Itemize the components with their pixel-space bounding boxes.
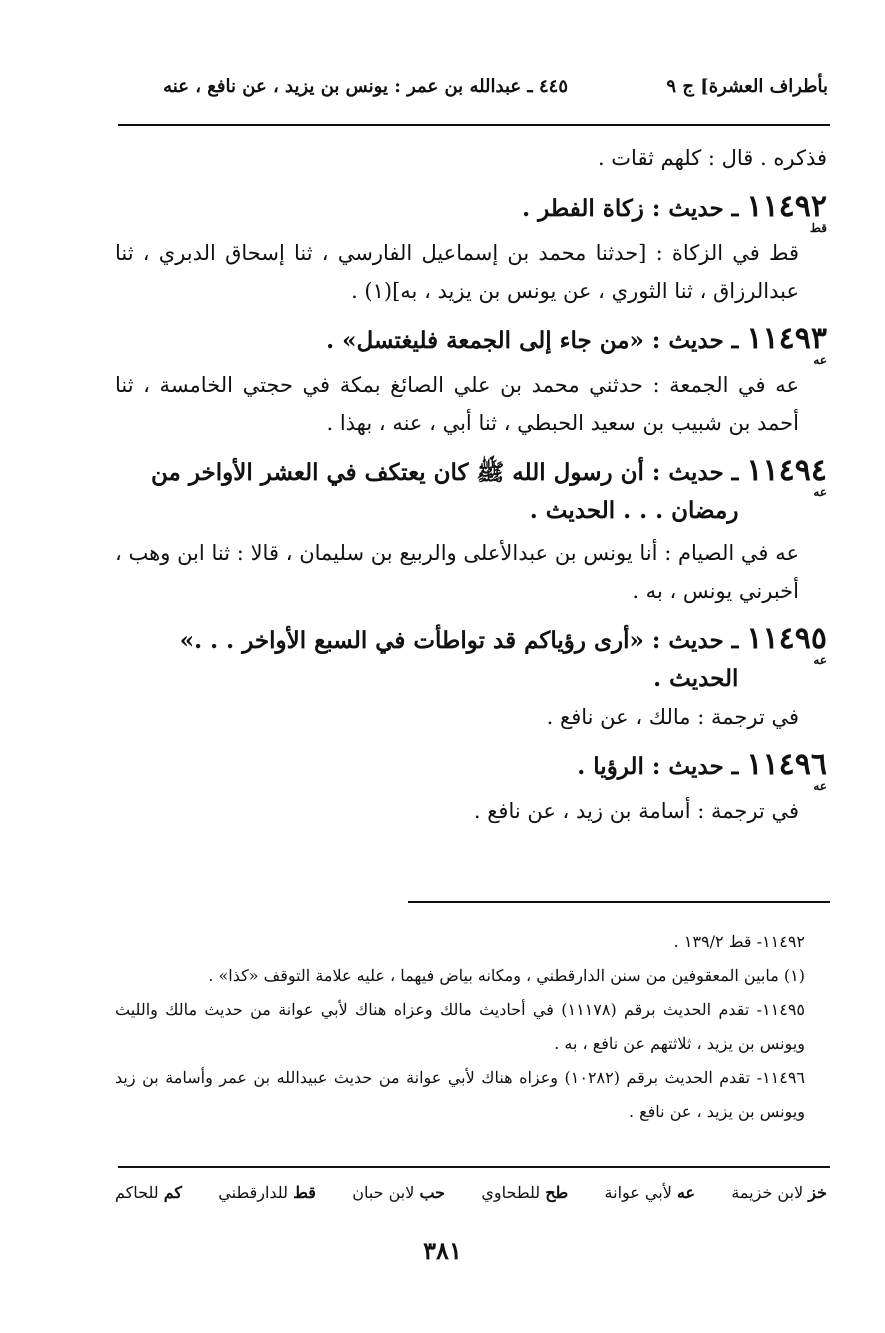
- abbreviations-rule: [118, 1166, 830, 1168]
- footnote: ١١٤٩٥- تقدم الحديث برقم (١١١٧٨) في أحاديث مالك وعزاه هناك لأبي عوانة من حديث مالك والليث ويونس بن يزيد ، ثلاثتهم عن نافع ، به .: [115, 1000, 805, 1053]
- entry-siglum: عه: [813, 653, 827, 667]
- running-head-chapter: ٤٤٥ ـ عبدالله بن عمر : يونس بن يزيد ، عن نافع ، عنه: [163, 76, 568, 97]
- entry-siglum: عه: [813, 353, 827, 367]
- hadith-entry: [115, 622, 827, 736]
- entry-body: عه في الجمعة : حدثني محمد بن علي الصائغ بمكة في حجتي الخامسة ، ثنا أحمد بن شبيب بن سعيد الحبطي ، ثنا أبي ، عنه ، بهذا .: [115, 373, 799, 435]
- entry-heading: [115, 454, 827, 530]
- page-number: ٣٨١: [423, 1236, 462, 1265]
- abbreviation-item: قط للدارقطني: [218, 1183, 316, 1202]
- header-rule: [118, 124, 830, 126]
- entry-number: ١١٤٩٣: [746, 321, 827, 356]
- entry-title: ـ حديث : الرؤيا .: [577, 753, 739, 780]
- entry-body: قط في الزكاة : [حدثنا محمد بن إسماعيل الفارسي ، ثنا إسحاق الدبري ، ثنا عبدالرزاق ، ثنا الثوري ، عن يونس بن يزيد ، به](١) .: [115, 241, 799, 303]
- hadith-entry: [115, 190, 827, 310]
- hadith-entry: [115, 322, 827, 442]
- running-head: [118, 76, 828, 110]
- entry-number: ١١٤٩٥: [746, 621, 827, 656]
- entry-heading: [115, 190, 827, 234]
- entry-title: ـ حديث : «أرى رؤياكم قد تواطأت في السبع الأواخر . . .» الحديث .: [179, 627, 739, 692]
- entry-title: ـ حديث : «من جاء إلى الجمعة فليغتسل» .: [326, 327, 739, 354]
- footnote-rule: [408, 901, 830, 903]
- entry-number: ١١٤٩٦: [746, 747, 827, 782]
- running-head-volume: بأطراف العشرة] ج ٩: [666, 76, 828, 97]
- abbreviation-item: حب لابن حبان: [352, 1183, 446, 1202]
- hadith-entry: [115, 454, 827, 610]
- entry-siglum: عه: [813, 485, 827, 499]
- entry-siglum: قط: [809, 221, 827, 235]
- entry-title: ـ حديث : أن رسول الله ﷺ كان يعتكف في العشر الأواخر من رمضان . . . الحديث .: [151, 459, 739, 524]
- entry-title: ـ حديث : زكاة الفطر .: [522, 195, 739, 222]
- hadith-entry: [115, 748, 827, 830]
- footnote: ١١٤٩٢- قط ١٣٩/٢ .: [673, 932, 805, 951]
- entry-body: في ترجمة : مالك ، عن نافع .: [546, 705, 799, 729]
- opening-text: فذكره . قال : كلهم ثقات .: [597, 146, 827, 170]
- abbreviation-item: طح للطحاوي: [481, 1183, 569, 1202]
- entry-heading: [115, 748, 827, 792]
- entry-number: ١١٤٩٤: [746, 453, 827, 488]
- entry-body: عه في الصيام : أنا يونس بن عبدالأعلى والربيع بن سليمان ، قالا : ثنا ابن وهب ، أخبرني يونس ، به .: [115, 541, 799, 603]
- abbreviation-item: خز لابن خزيمة: [731, 1183, 827, 1202]
- main-text: [115, 140, 827, 830]
- footnote: (١) مابين المعقوفين من سنن الدارقطني ، ومكانه بياض فيهما ، عليه علامة التوقف «كذا» .: [208, 966, 805, 985]
- entry-number: ١١٤٩٢: [746, 189, 827, 224]
- entry-heading: [115, 322, 827, 366]
- entry-siglum: عه: [813, 779, 827, 793]
- footnotes: [115, 925, 827, 1129]
- entry-body: في ترجمة : أسامة بن زيد ، عن نافع .: [473, 799, 799, 823]
- entry-heading: [115, 622, 827, 698]
- abbreviation-item: عه لأبي عوانة: [604, 1183, 696, 1202]
- abbreviation-item: كم للحاكم: [115, 1183, 182, 1202]
- abbreviations-key: [115, 1183, 827, 1202]
- footnote: ١١٤٩٦- تقدم الحديث برقم (١٠٢٨٢) وعزاه هناك لأبي عوانة من حديث عبيدالله بن عمر وأسامة بن زيد ويونس بن يزيد ، عن نافع .: [115, 1068, 805, 1121]
